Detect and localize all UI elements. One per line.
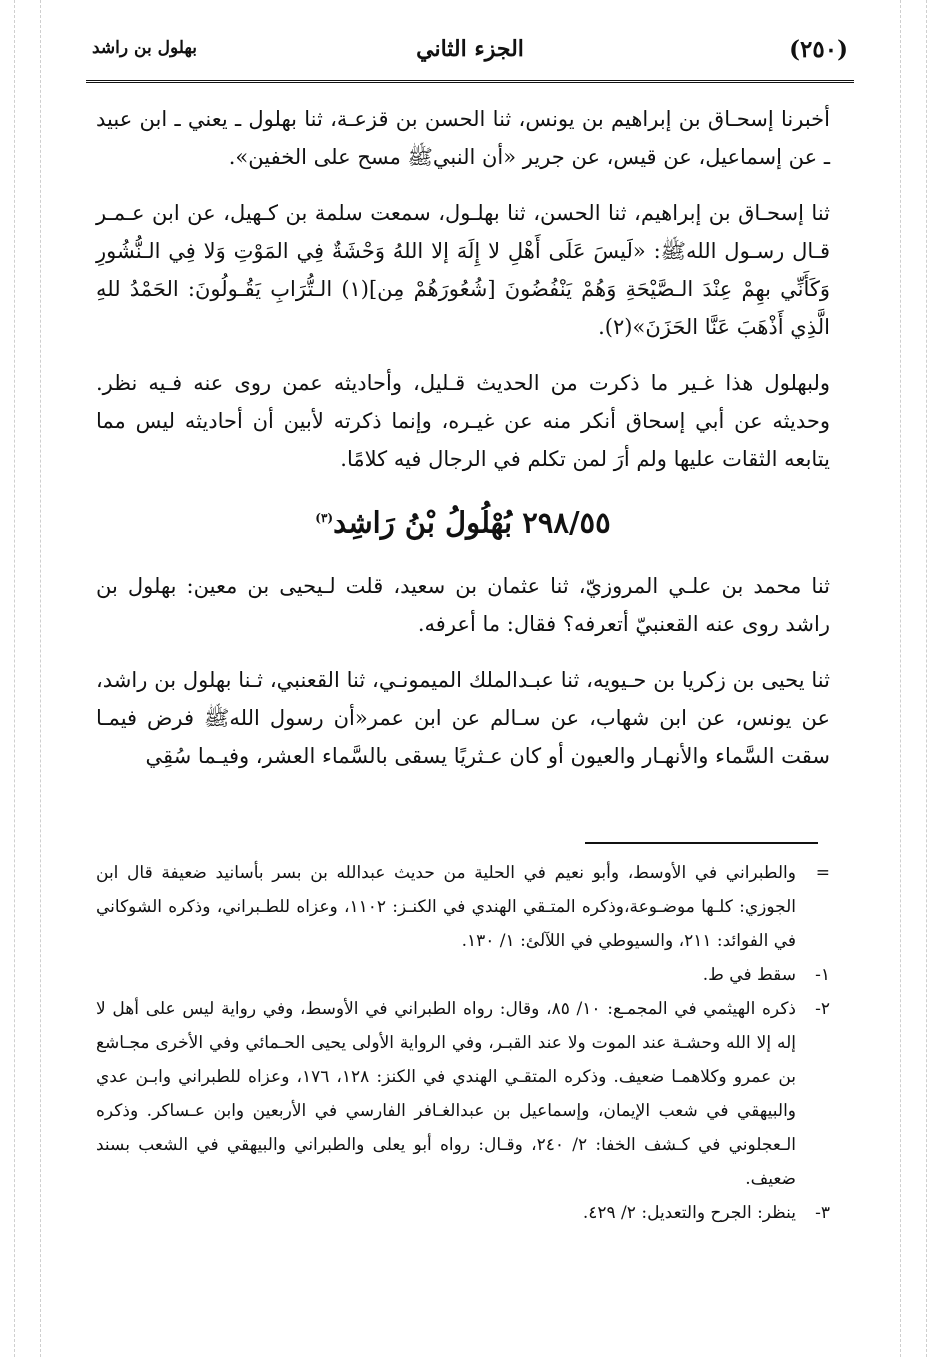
main-text [96,100,830,793]
paragraph: ثنا محمد بن علـي المروزيّ، ثنا عثمان بن سعيد، قلت لـيحيى بن معين: بهلول بن راشد روى عنه القعنبيّ أتعرفه؟ فقال: ما أعرفه. [96,573,830,636]
footnote-separator [585,842,818,844]
footnote-ref: (٣) [315,511,334,525]
scan-guide-line [900,0,901,1357]
part-title: الجزء الثاني [416,36,524,62]
paragraph: ولبهلول هذا غـير ما ذكرت من الحديث قـليل، وأحاديثه عمن روى عنه فـيه نظر. وحديثه عن أبي إسحاق أنكر منه عن غيـره، وإنما ذكرته لأبين أن أحاديثه ليس مما يتابعه الثقات عليها ولم أرَ لمن تكلم في الرجال فيه كلامًا. [96,371,830,471]
page-header [86,32,854,80]
scan-guide-line [40,0,41,1357]
scan-guide-line [14,0,15,1357]
footnote [96,958,830,992]
entry-heading-text: ٢٩٨/٥٥ بُهْلُولُ بْنُ رَاشِد [333,505,611,540]
footnote-text: سقط في ط. [702,965,796,985]
footnote [96,992,830,1196]
footnote [96,856,830,958]
footnote-mark: ١- [815,965,830,985]
paragraph: أخبرنا إسحـاق بن إبراهيم بن يونس، ثنا الحسن بن قزعـة، ثنا بهلول ـ يعني ـ ابن عبيد ـ عن إسماعيل، عن قيس، عن جرير «أن النبيﷺ مسح على الخفين». [96,107,830,169]
footnote-text: ذكره الهيثمي في المجمـع: ١٠/ ٨٥، وقال: رواه الطبراني في الأوسط، وفي رواية ليس على أهل لا إله إلا الله وحشـة عند الموت ولا عند القبـر، وفي الرواية الأولى يحيى الحـمائي وفي الأخرى مجـاشع بن عمرو وكلاهمـا ضعيف. وذكره المتقـي الهندي في الكنز: ١٢٨، ١٧٦، وعزاه للطبراني وابـن عدي والبيهقي في شعب الإيمان، وإسماعيل بن عبدالغـافر الفارسي في الأربعين وابن عـساكر. وذكره الـعجلوني في كـشف الخفا: ٢/ ٢٤٠، وقـال: رواه أبو يعلى والطبراني والبيهقي في الشعب بسند ضعيف. [96,999,797,1189]
footnote-text: والطبراني في الأوسط، وأبو نعيم في الحلية من حديث عبدالله بن بسر بأسانيد ضعيفة قال ابن الجوزي: كلـها موضـوعة،وذكره المتـقي الهندي في الكنـز: ١١٠٢، وعزاه للطـبراني، وذكره الشوكاني في الفوائد: ٢١١، والسيوطي في اللآلئ: ١/ ١٣٠. [96,863,796,951]
header-rule [86,80,854,83]
footnote-mark: = [815,863,830,883]
footnotes [96,856,830,1230]
footnote-mark: ٣- [815,1203,830,1223]
page-number: (٢٥٠) [789,36,848,63]
scan-guide-line [926,0,927,1357]
footnote-text: ينظر: الجرح والتعديل: ٢/ ٤٢٩. [582,1203,796,1223]
paragraph: ثنا يحيى بن زكريا بن حـيويه، ثنا عبـدالملك الميمونـي، ثنا القعنبي، ثـنا بهلول بن راشد، عن يونس، عن ابن شهاب، عن سـالم عن ابن عمر«أن رسول اللهﷺ فرض فيمـا سقت السَّماء والأنهـار والعيون أو كان عـثريًا يسقى بالسَّماء العشر، وفيـما سُقِي [96,667,830,768]
paragraph: ثنا إسحـاق بن إبراهيم، ثنا الحسن، ثنا بهلـول، سمعت سلمة بن كـهيل، عن ابن عـمـر قـال رسـول اللهﷺ: «لَيسَ عَلَى أَهْلِ لا إِلَهَ إلا اللهُ وَحْشَةٌ فِي المَوْتِ وَلا فِي الـنُّشُورِ وَكَأَنِّي بهِمْ عِنْدَ الـصَّيْحَةِ وَهُمْ يَنْفُضُونَ [شُعُورَهُمْ مِن](١) الـتُّرَابِ يَقُـولُونَ: الحَمْدُ للهِ الَّذِي أَذْهَبَ عَنَّا الحَزَنَ»(٢). [96,201,830,339]
footnote [96,1196,830,1230]
entry-heading [96,496,830,545]
running-title: بهلول بن راشد [92,38,197,58]
footnote-mark: ٢- [815,999,830,1019]
